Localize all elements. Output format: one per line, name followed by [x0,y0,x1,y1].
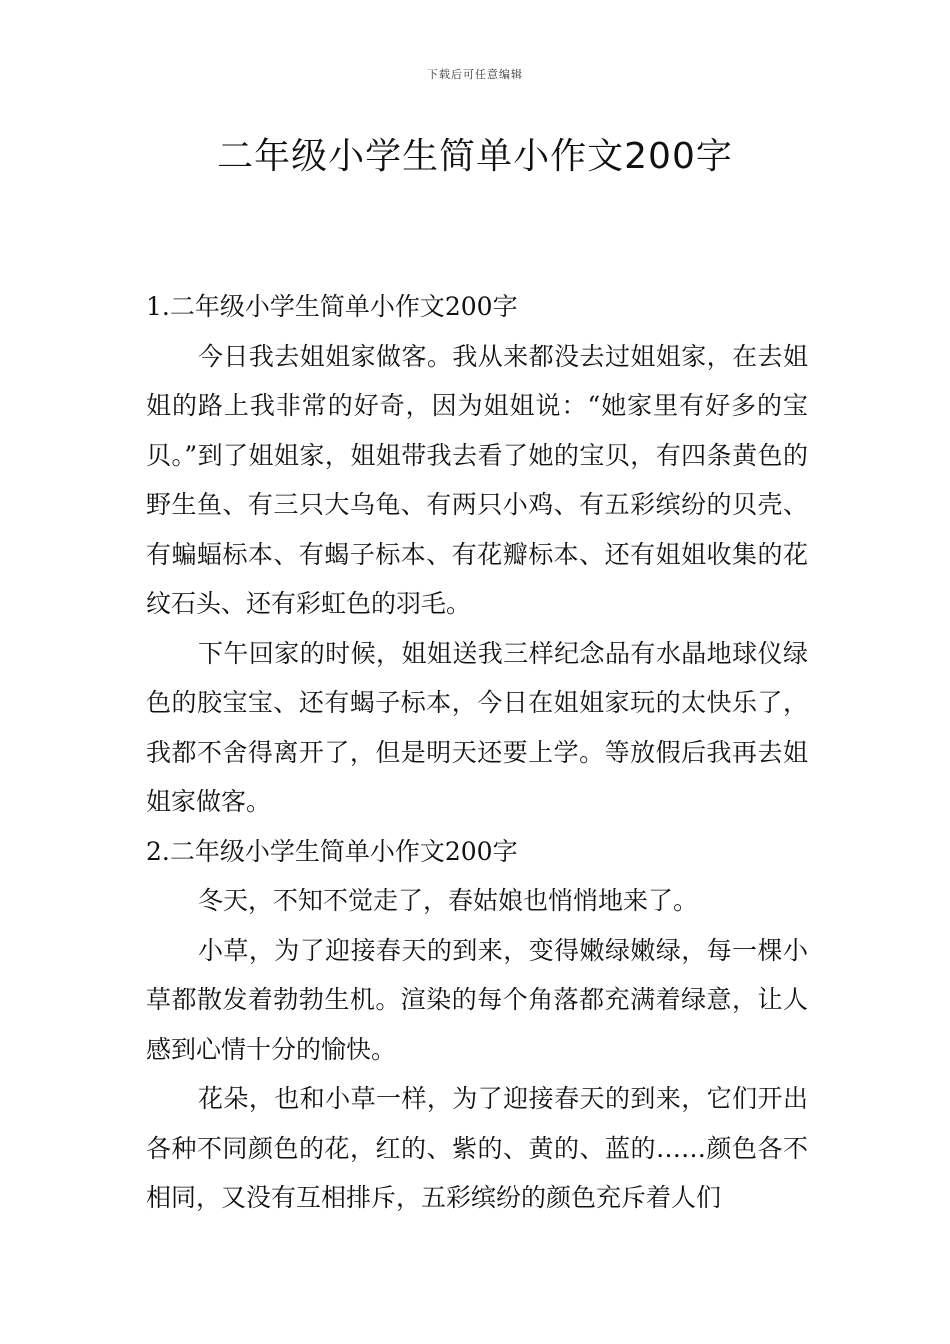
section-heading: 2.二年级小学生简单小作文200字 [146,836,518,866]
document-title: 二年级小学生简单小作文200字 [217,136,733,177]
paragraph: 花朵，也和小草一样，为了迎接春天的到来，它们开出各种不同颜色的花，红的、紫的、黄的、蓝的……颜色各不相同，又没有互相排斥，五彩缤纷的颜色充斥着人们 [146,1084,808,1212]
paragraph: 下午回家的时候，姐姐送我三样纪念品有水晶地球仪绿色的胶宝宝、还有蝎子标本，今日在姐姐家玩的太快乐了，我都不舍得离开了，但是明天还要上学。等放假后我再去姐姐家做客。 [146,638,808,816]
paragraph: 小草，为了迎接春天的到来，变得嫩绿嫩绿，每一棵小草都散发着勃勃生机。渲染的每个角落都充满着绿意，让人感到心情十分的愉快。 [146,935,808,1064]
paragraph: 今日我去姐姐家做客。我从来都没去过姐姐家，在去姐姐的路上我非常的好奇，因为姐姐说：“她家里有好多的宝贝。”到了姐姐家，姐姐带我去看了她的宝贝，有四条黄色的野生鱼、有三只大乌龟、有两只小鸡、有五彩缤纷的贝壳、有蝙蝠标本、有蝎子标本、有花瓣标本、还有姐姐收集的花纹石头、还有彩虹色的羽毛。 [146,341,808,618]
document-body [146,282,808,1223]
header-note: 下载后可任意编辑 [427,68,523,81]
section-heading: 1.二年级小学生简单小作文200字 [146,292,518,321]
paragraph: 冬天，不知不觉走了，春姑娘也悄悄地来了。 [198,886,699,915]
